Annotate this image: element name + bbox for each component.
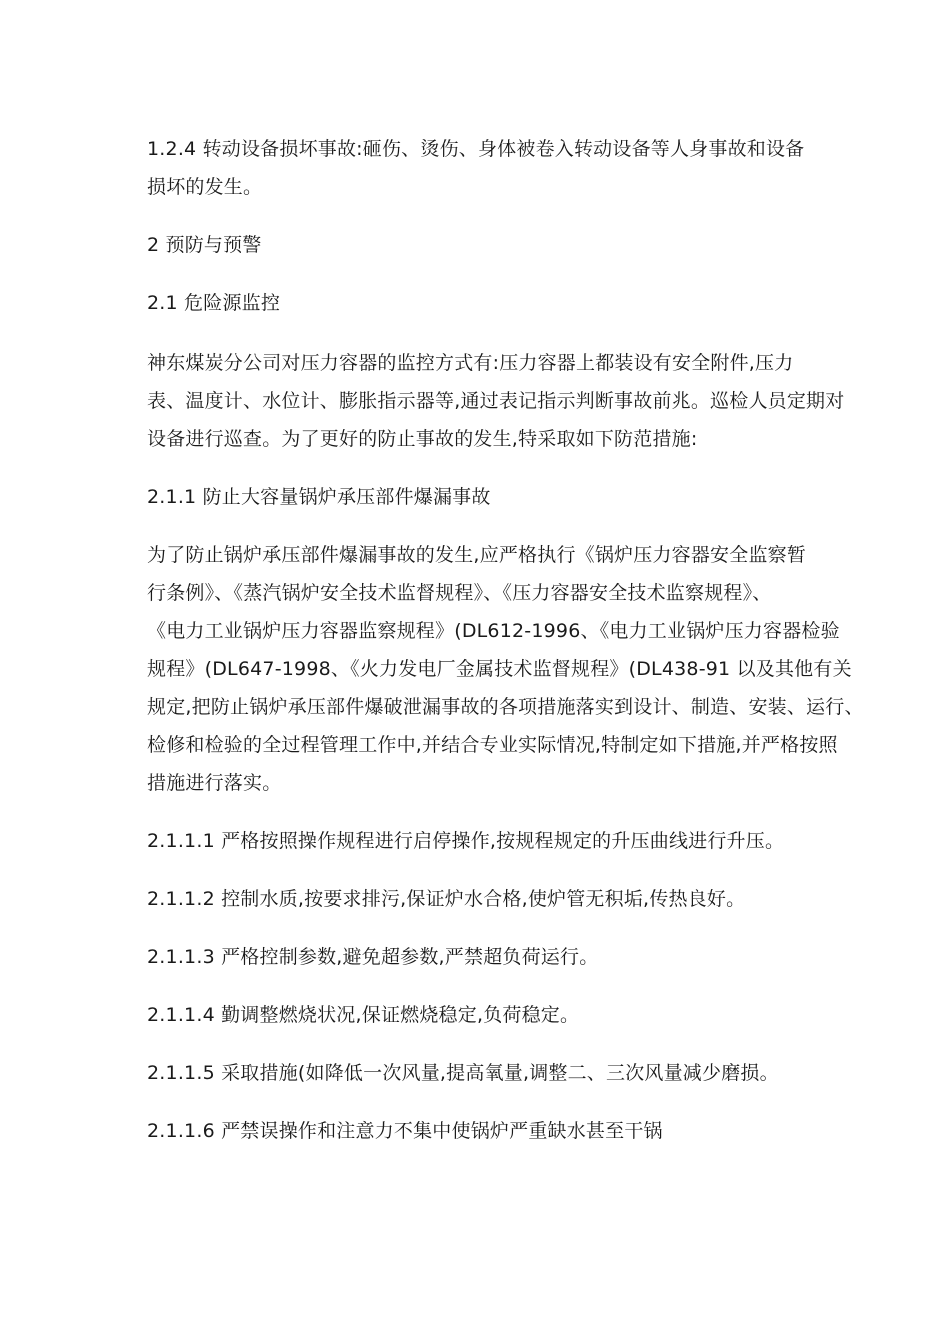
text-line: 2.1.1.1 严格按照操作规程进行启停操作,按规程规定的升压曲线进行升压。 bbox=[147, 830, 785, 852]
text-line: 设备进行巡查。为了更好的防止事故的发生,特采取如下防范措施: bbox=[147, 428, 698, 450]
text-line: 2.1.1.6 严禁误操作和注意力不集中使锅炉严重缺水甚至干锅 bbox=[147, 1120, 663, 1142]
heading-2 bbox=[107, 226, 857, 264]
text-line: 《电力工业锅炉压力容器监察规程》(DL612-1996、《电力工业锅炉压力容器检验 bbox=[147, 620, 840, 642]
text-line: 规定,把防止锅炉承压部件爆破泄漏事故的各项措施落实到设计、制造、安装、运行、 bbox=[147, 696, 864, 718]
text-line: 行条例》、《蒸汽锅炉安全技术监督规程》、《压力容器安全技术监察规程》、 bbox=[147, 582, 772, 604]
item-2-1-1-1 bbox=[107, 822, 857, 860]
text-line: 措施进行落实。 bbox=[147, 772, 282, 794]
paragraph-monitoring bbox=[107, 344, 857, 458]
paragraph-1-2-4 bbox=[107, 130, 857, 206]
text-line: 2.1.1.2 控制水质,按要求排污,保证炉水合格,使炉管无积垢,传热良好。 bbox=[147, 888, 746, 910]
item-2-1-1-5 bbox=[107, 1054, 857, 1092]
heading-2-1-1 bbox=[107, 478, 857, 516]
text-line: 1.2.4 转动设备损坏事故:砸伤、烫伤、身体被卷入转动设备等人身事故和设备 bbox=[147, 138, 805, 160]
item-2-1-1-3 bbox=[107, 938, 857, 976]
text-line: 神东煤炭分公司对压力容器的监控方式有:压力容器上都装设有安全附件,压力 bbox=[147, 352, 794, 374]
heading-2-1 bbox=[107, 284, 857, 322]
text-line: 损坏的发生。 bbox=[147, 176, 263, 198]
text-line: 2.1.1.4 勤调整燃烧状况,保证燃烧稳定,负荷稳定。 bbox=[147, 1004, 580, 1026]
text-line: 2.1.1.5 采取措施(如降低一次风量,提高氧量,调整二、三次风量减少磨损。 bbox=[147, 1062, 779, 1084]
text-line: 2.1.1.3 严格控制参数,避免超参数,严禁超负荷运行。 bbox=[147, 946, 599, 968]
text-line: 表、温度计、水位计、膨胀指示器等,通过表记指示判断事故前兆。巡检人员定期对 bbox=[147, 390, 845, 412]
text-line: 为了防止锅炉承压部件爆漏事故的发生,应严格执行《锅炉压力容器安全监察暂 bbox=[147, 544, 807, 566]
paragraph-regulations bbox=[107, 536, 864, 802]
text-line: 2.1.1 防止大容量锅炉承压部件爆漏事故 bbox=[147, 486, 491, 508]
text-line: 检修和检验的全过程管理工作中,并结合专业实际情况,特制定如下措施,并严格按照 bbox=[147, 734, 838, 756]
item-2-1-1-2 bbox=[107, 880, 857, 918]
text-line: 2.1 危险源监控 bbox=[147, 292, 281, 314]
text-line: 2 预防与预警 bbox=[147, 234, 262, 256]
item-2-1-1-6 bbox=[107, 1112, 857, 1150]
text-line: 规程》(DL647-1998、《火力发电厂金属技术监督规程》(DL438-91 以及其他有关 bbox=[147, 658, 852, 680]
item-2-1-1-4 bbox=[107, 996, 857, 1034]
